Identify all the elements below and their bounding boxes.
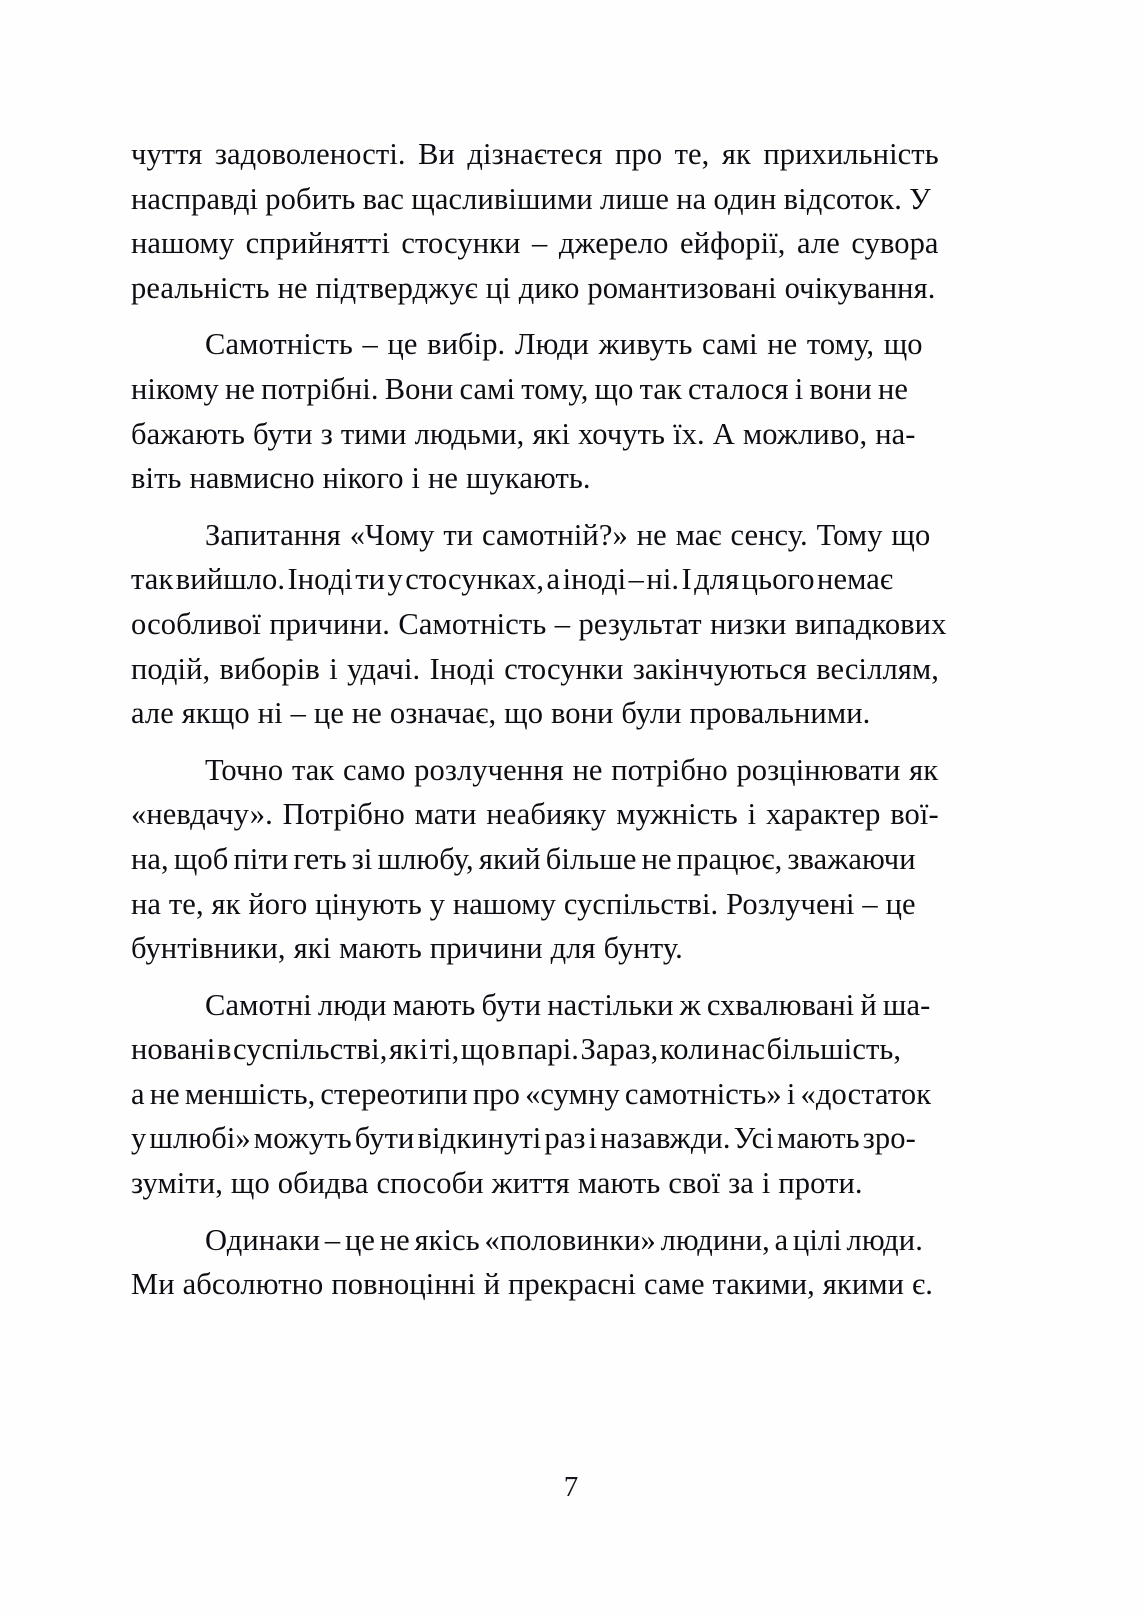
paragraph-2 bbox=[131, 322, 987, 500]
text-line: чуття задоволеності. Ви дізнаєтеся про те, як прихильність bbox=[131, 137, 939, 171]
text-line: зуміти, що обидва способи життя мають свої за і проти. bbox=[131, 1166, 863, 1201]
paragraph-5 bbox=[131, 983, 987, 1206]
body-text-block bbox=[131, 132, 987, 1307]
text-line: на, щоб піти геть зі шлюбу, який більше не працює, зважаючи bbox=[131, 841, 916, 876]
paragraph-3 bbox=[131, 513, 987, 736]
text-line: Одинаки – це не якісь «половинки» людини, а цілі люди. bbox=[205, 1222, 923, 1257]
paragraph-4 bbox=[131, 748, 987, 971]
text-line: у шлюбі» можуть бути відкинуті раз і назавжди. Усі мають зро- bbox=[131, 1121, 916, 1156]
text-line: бунтівники, які мають причини для бунту. bbox=[131, 931, 683, 966]
paragraph-6 bbox=[131, 1218, 987, 1307]
text-line: новані в суспільстві, як і ті, що в парі. Зараз, коли нас більшість, bbox=[131, 1032, 902, 1067]
text-line: «невдачу». Потрібно мати неабияку мужність і характер вої- bbox=[131, 797, 939, 832]
text-line: віть навмисно нікого і не шукають. bbox=[131, 461, 591, 496]
text-line: Запитання «Чому ти самотній?» не має сенсу. Тому що bbox=[205, 517, 931, 552]
text-line: нашому сприйнятті стосунки – джерело ейфорії, але сувора bbox=[131, 226, 939, 261]
text-line: так вийшло. Іноді ти у стосунках, а іноді – ні. І для цього немає bbox=[131, 562, 894, 597]
text-line: а не меншість, стереотипи про «сумну самотність» і «достаток bbox=[131, 1076, 932, 1111]
text-line: на те, як його цінують у нашому суспільстві. Розлучені – це bbox=[131, 886, 916, 921]
text-line: Ми абсолютно повноцінні й прекрасні саме такими, якими є. bbox=[131, 1267, 933, 1302]
text-line: подій, виборів і удачі. Іноді стосунки закінчуються весіллям, bbox=[131, 651, 940, 686]
text-line: особливої причини. Самотність – результат низки випадкових bbox=[131, 606, 947, 641]
text-line: насправді робить вас щасливішими лише на один відсоток. У bbox=[131, 181, 931, 216]
text-line: але якщо ні – це не означає, що вони були провальними. bbox=[131, 696, 871, 731]
text-line: Самотність – це вибір. Люди живуть самі не тому, що bbox=[205, 327, 923, 362]
paragraph-1 bbox=[131, 132, 987, 310]
page-number: 7 bbox=[563, 1471, 579, 1503]
text-line: нікому не потрібні. Вони самі тому, що так сталося і вони не bbox=[131, 371, 909, 406]
text-line: Самотні люди мають бути настільки ж схвалювані й ша- bbox=[205, 987, 931, 1022]
text-line: реальність не підтверджує ці дико романтизовані очікування. bbox=[131, 270, 936, 305]
text-line: бажають бути з тими людьми, які хочуть їх. А можливо, на- bbox=[131, 416, 916, 451]
text-line: Точно так само розлучення не потрібно розцінювати як bbox=[205, 752, 939, 787]
